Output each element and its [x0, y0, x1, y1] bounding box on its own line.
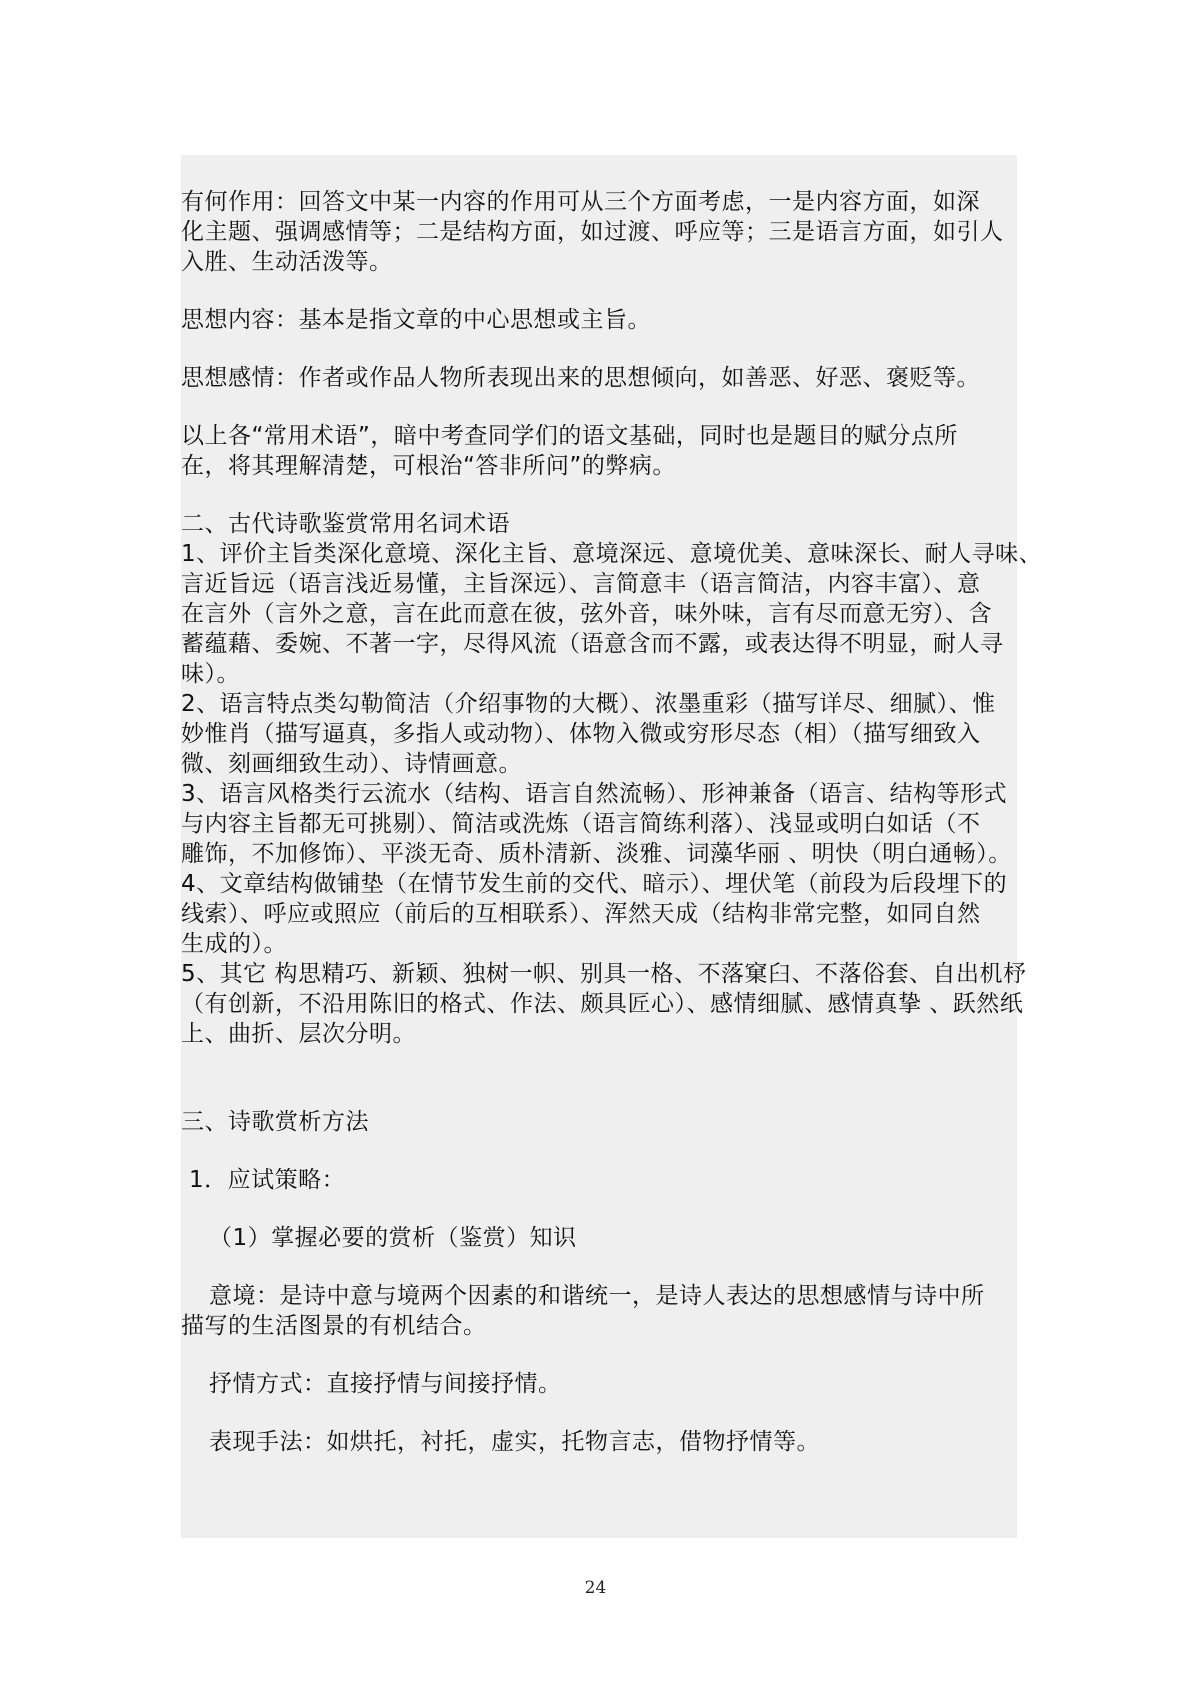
text-line: 思想内容：基本是指文章的中心思想或主旨。: [181, 307, 651, 333]
text-line: 微、刻画细致生动）、诗情画意。: [181, 751, 522, 777]
text-line: 味）。: [181, 661, 240, 687]
text-line: 化主题、强调感情等；二是结构方面，如过渡、呼应等；三是语言方面，如引人: [181, 219, 1004, 245]
text-line: 5、其它 构思精巧、新颖、独树一帜、别具一格、不落窠臼、不落俗套、自出机杼: [181, 961, 1027, 987]
section-heading: 三、诗歌赏析方法: [181, 1109, 369, 1135]
text-line: （1）掌握必要的赏析（鉴赏）知识: [209, 1225, 577, 1251]
text-line: 思想感情：作者或作品人物所表现出来的思想倾向，如善恶、好恶、褒贬等。: [181, 365, 980, 391]
text-line: 意境：是诗中意与境两个因素的和谐统一，是诗人表达的思想感情与诗中所: [209, 1283, 985, 1309]
text-line: （有创新，不沿用陈旧的格式、作法、颇具匠心）、感情细腻、感情真挚 、跃然纸: [181, 991, 1024, 1017]
text-line: 线索）、呼应或照应（前后的互相联系）、浑然天成（结构非常完整，如同自然: [181, 901, 981, 927]
page-number: 24: [584, 1578, 607, 1598]
text-line: 有何作用：回答文中某一内容的作用可从三个方面考虑，一是内容方面，如深: [181, 189, 980, 215]
text-line: 妙惟肖（描写逼真，多指人或动物）、体物入微或穷形尽态（相）（描写细致入: [181, 721, 981, 747]
text-line: 在言外（言外之意，言在此而意在彼，弦外音，味外味，言有尽而意无穷）、含: [181, 601, 992, 627]
text-line: 雕饰，不加修饰）、平淡无奇、质朴清新、淡雅、词藻华丽 、明快（明白通畅）。: [181, 841, 1012, 867]
text-line: 蓄蕴藉、委婉、不著一字，尽得风流（语意含而不露，或表达得不明显，耐人寻: [181, 631, 1004, 657]
text-line: 描写的生活图景的有机结合。: [181, 1313, 487, 1339]
text-line: 1．应试策略：: [189, 1167, 346, 1193]
text-line: 言近旨远（语言浅近易懂，主旨深远）、言简意丰（语言简洁，内容丰富）、意: [181, 571, 981, 597]
text-line: 3、语言风格类行云流水（结构、语言自然流畅）、形神兼备（语言、结构等形式: [181, 781, 1008, 807]
text-line: 生成的）。: [181, 931, 287, 957]
text-line: 1、评价主旨类深化意境、深化主旨、意境深远、意境优美、意味深长、耐人寻味、: [181, 541, 1043, 567]
text-line: 以上各“常用术语”，暗中考查同学们的语文基础，同时也是题目的赋分点所: [181, 423, 958, 449]
section-heading: 二、古代诗歌鉴赏常用名词术语: [181, 511, 510, 537]
text-line: 入胜、生动活泼等。: [181, 249, 393, 275]
text-line: 表现手法：如烘托，衬托，虚实，托物言志，借物抒情等。: [209, 1429, 820, 1455]
text-line: 抒情方式：直接抒情与间接抒情。: [209, 1371, 562, 1397]
text-line: 与内容主旨都无可挑剔）、简洁或洗炼（语言简练利落）、浅显或明白如话（不: [181, 811, 981, 837]
text-line: 上、曲折、层次分明。: [181, 1021, 416, 1047]
text-line: 2、语言特点类勾勒简洁（介绍事物的大概）、浓墨重彩（描写详尽、细腻）、惟: [181, 691, 996, 717]
text-line: 4、文章结构做铺垫（在情节发生前的交代、暗示）、埋伏笔（前段为后段埋下的: [181, 871, 1008, 897]
text-block: [181, 155, 1043, 1538]
text-line: 在，将其理解清楚，可根治“答非所问”的弊病。: [181, 453, 676, 479]
